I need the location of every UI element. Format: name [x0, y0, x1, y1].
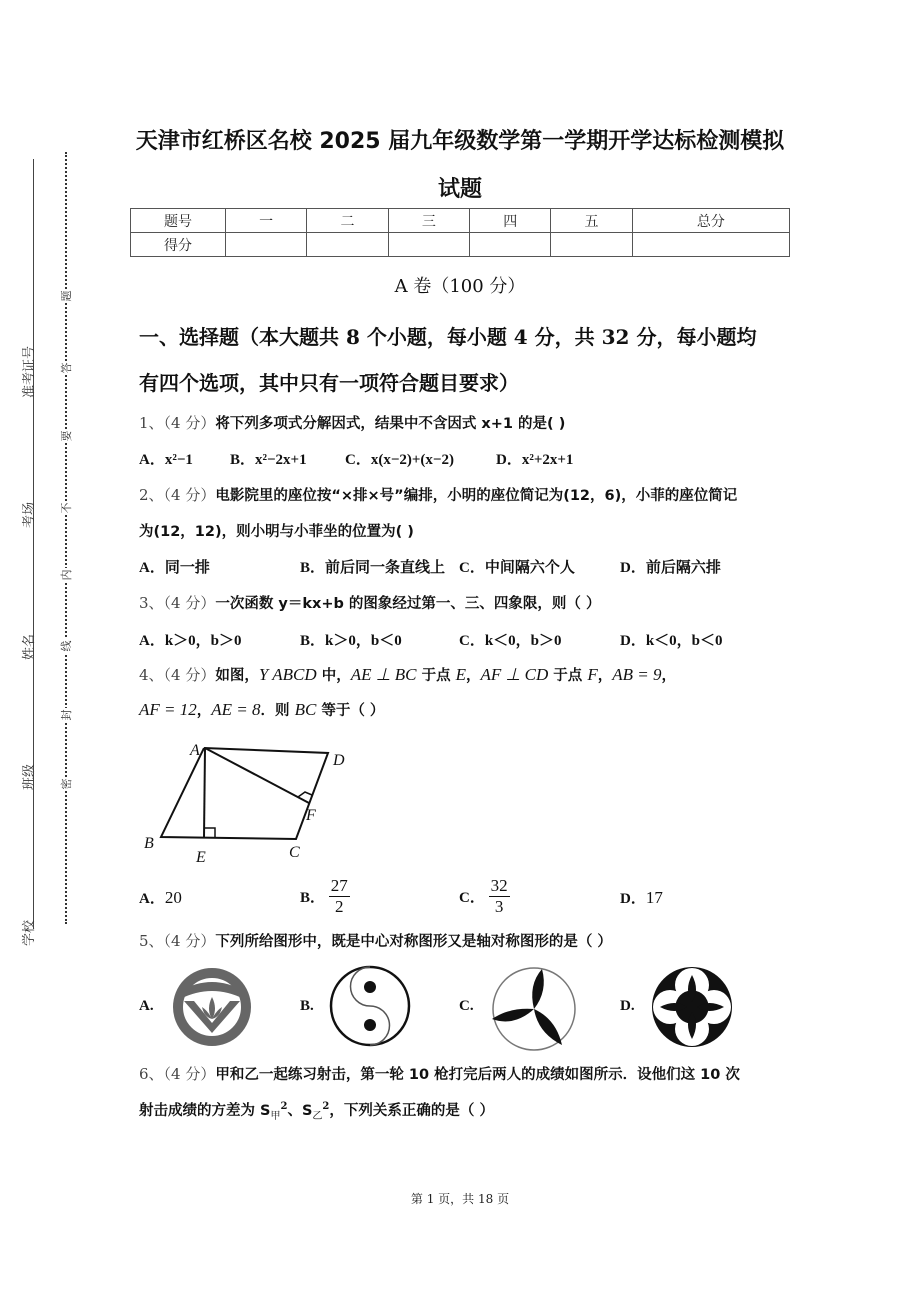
section-heading-line2: 有四个选项，其中只有一项符合题目要求）	[139, 371, 519, 395]
math-expr: AE ⊥ BC	[350, 665, 417, 684]
option-label: C．	[459, 890, 485, 906]
q4-option-b[interactable]	[300, 876, 350, 917]
question-text: ．则	[260, 703, 295, 719]
score-cell[interactable]	[307, 233, 388, 257]
denominator: 3	[494, 897, 504, 916]
score-table	[130, 208, 790, 257]
question-3	[139, 592, 600, 613]
paper-section-label: A 卷（100 分）	[394, 276, 526, 297]
option-label: D．	[620, 891, 646, 907]
score-cell[interactable]	[470, 233, 551, 257]
math-expr: F	[587, 665, 598, 684]
score-cell[interactable]	[226, 233, 307, 257]
score-row-label: 得分	[131, 233, 226, 257]
question-1	[139, 412, 565, 433]
q2-option-a[interactable]: A．同一排	[139, 560, 210, 576]
question-text: 等于（ ）	[316, 703, 385, 719]
field-exam-room: 考场	[22, 501, 37, 528]
figure-label-f: F	[306, 807, 316, 824]
field-name: 姓名	[22, 633, 37, 660]
q3-option-d[interactable]: D．k＜0，b＜0	[620, 633, 723, 649]
question-text: ，	[466, 668, 481, 684]
score-table-header-cell: 题号	[131, 209, 226, 233]
emblem-circle-icon	[172, 967, 252, 1047]
question-number: 5、（4 分）	[139, 932, 216, 950]
score-cell[interactable]	[388, 233, 469, 257]
question-text: 甲和乙一起练习射击，第一轮 10 枪打完后两人的成绩如图所示．设他们这 10 次	[215, 1067, 740, 1083]
option-label: C.	[459, 998, 474, 1014]
question-text: ，下列关系正确的是（ ）	[329, 1103, 494, 1119]
q1-option-b[interactable]: B．x²−2x+1	[230, 452, 307, 468]
seal-char: 密	[60, 778, 73, 790]
binding-dotted-line	[65, 152, 67, 924]
question-text: ，	[597, 668, 613, 684]
question-text: 一次函数 y＝kx+b 的图象经过第一、三、四象限，则（ ）	[215, 596, 601, 612]
question-number: 6、（4 分）	[139, 1065, 216, 1083]
question-text: 、S	[287, 1103, 313, 1119]
seal-char: 线	[60, 640, 73, 652]
score-table-header-cell: 三	[388, 209, 469, 233]
question-text: 射击成绩的方差为 S	[139, 1103, 271, 1119]
q4-option-a[interactable]	[139, 887, 182, 908]
seal-char: 答	[60, 362, 73, 374]
question-2-line2	[139, 520, 414, 541]
score-table-header-cell: 总分	[632, 209, 789, 233]
score-table-header-cell: 一	[226, 209, 307, 233]
q5-option-b[interactable]	[300, 998, 314, 1015]
question-4	[139, 664, 676, 685]
figure-label-c: C	[289, 844, 300, 861]
option-label: A．	[139, 891, 165, 907]
option-value: 17	[645, 888, 663, 907]
section-heading	[139, 314, 799, 406]
q5-option-c[interactable]	[459, 998, 474, 1015]
score-cell[interactable]	[551, 233, 632, 257]
q4-option-d[interactable]	[620, 887, 663, 908]
question-number: 2、（4 分）	[139, 486, 216, 504]
option-label: B.	[300, 998, 314, 1014]
three-petal-circle-icon	[490, 967, 578, 1051]
figure-label-a: A	[190, 742, 200, 759]
fraction	[329, 876, 350, 917]
q5-option-a[interactable]	[139, 998, 154, 1015]
option-label: B．	[300, 890, 326, 906]
math-expr: BC	[294, 700, 317, 719]
question-number: 1、（4 分）	[139, 414, 216, 432]
numerator: 32	[490, 876, 508, 895]
option-value: 20	[164, 888, 182, 907]
math-expr: E	[455, 665, 467, 684]
seal-char: 封	[60, 709, 73, 721]
subscript: 乙	[312, 1111, 323, 1122]
document-title-line2: 试题	[437, 177, 482, 202]
superscript: 2	[280, 1101, 288, 1112]
field-class: 班级	[22, 763, 37, 790]
section-heading-line1: 一、选择题（本大题共 8 个小题，每小题 4 分，共 32 分，每小题均	[139, 325, 757, 349]
four-petal-circle-icon	[650, 965, 734, 1049]
question-text: 如图，	[215, 668, 259, 684]
question-number: 4、（4 分）	[139, 666, 216, 684]
question-text: 中，	[316, 668, 351, 684]
seal-char: 不	[60, 502, 73, 514]
q4-option-c[interactable]	[459, 876, 510, 917]
numerator: 27	[330, 876, 348, 895]
q1-option-a[interactable]: A．x²−1	[139, 452, 193, 468]
figure-altitude-af	[205, 748, 309, 803]
question-2	[139, 484, 737, 505]
question-text: ，	[196, 703, 212, 719]
question-text: 为(12，12)，则小明与小菲坐的位置为( )	[139, 524, 414, 540]
q2-option-b[interactable]: B．前后同一条直线上	[300, 560, 446, 576]
math-expr: Y ABCD	[258, 665, 317, 684]
q3-option-c[interactable]: C．k＜0，b＞0	[459, 633, 562, 649]
score-cell[interactable]	[632, 233, 789, 257]
field-exam-id: 准考证号	[22, 345, 37, 398]
q3-option-b[interactable]: B．k＞0，b＜0	[300, 633, 402, 649]
question-text: 将下列多项式分解因式，结果中不含因式 x+1 的是( )	[215, 416, 566, 432]
question-number: 3、（4 分）	[139, 594, 216, 612]
q2-option-d[interactable]: D．前后隔六排	[620, 560, 721, 576]
score-table-header-cell: 五	[551, 209, 632, 233]
figure-label-e: E	[196, 849, 206, 866]
score-table-score-row	[131, 233, 790, 257]
q5-option-d[interactable]	[620, 998, 635, 1015]
question-4-line2	[139, 699, 384, 720]
figure-label-b: B	[144, 835, 154, 852]
score-table-header-cell: 二	[307, 209, 388, 233]
binding-solid-line	[33, 159, 34, 929]
seal-char: 内	[60, 569, 73, 581]
page-footer: 第 1 页，共 18 页	[410, 1192, 510, 1206]
question-6-line2	[139, 1099, 494, 1122]
question-6	[139, 1063, 740, 1084]
seal-char: 要	[60, 430, 73, 442]
question-text: 于点	[416, 668, 456, 684]
parallelogram-figure	[138, 740, 368, 870]
option-label: D.	[620, 998, 635, 1014]
superscript: 2	[322, 1101, 330, 1112]
score-table-header-cell: 四	[470, 209, 551, 233]
option-label: A.	[139, 998, 154, 1014]
document-title-line1: 天津市红桥区名校 2025 届九年级数学第一学期开学达标检测模拟	[135, 129, 785, 154]
denominator: 2	[335, 897, 344, 916]
field-school: 学校	[22, 919, 37, 946]
figure-label-d: D	[333, 752, 345, 769]
math-expr: AF ⊥ CD	[480, 665, 549, 684]
math-expr: AE = 8	[211, 700, 261, 719]
figure-altitude-ae	[204, 748, 205, 838]
right-angle-mark-f	[298, 792, 312, 797]
fraction	[489, 876, 510, 917]
question-text: 下列所给图形中，既是中心对称图形又是轴对称图形的是（ ）	[215, 934, 612, 950]
math-expr: AB = 9	[612, 665, 662, 684]
right-angle-mark-e	[204, 828, 215, 838]
q1-option-d[interactable]: D．x²+2x+1	[496, 452, 574, 468]
subscript: 甲	[270, 1111, 281, 1122]
score-table-header-row	[131, 209, 790, 233]
seal-char: 题	[60, 290, 73, 302]
question-text: ，	[661, 668, 676, 684]
question-5	[139, 930, 612, 951]
math-expr: AF = 12	[139, 700, 197, 719]
q2-option-c[interactable]: C．中间隔六个人	[459, 560, 575, 576]
question-text: 于点	[548, 668, 588, 684]
question-text: 电影院里的座位按“×排×号”编排，小明的座位简记为(12，6)，小菲的座位简记	[215, 488, 738, 504]
q3-option-a[interactable]: A．k＞0，b＞0	[139, 633, 242, 649]
q1-option-c[interactable]: C．x(x−2)+(x−2)	[345, 452, 454, 468]
yin-yang-icon	[328, 964, 412, 1048]
